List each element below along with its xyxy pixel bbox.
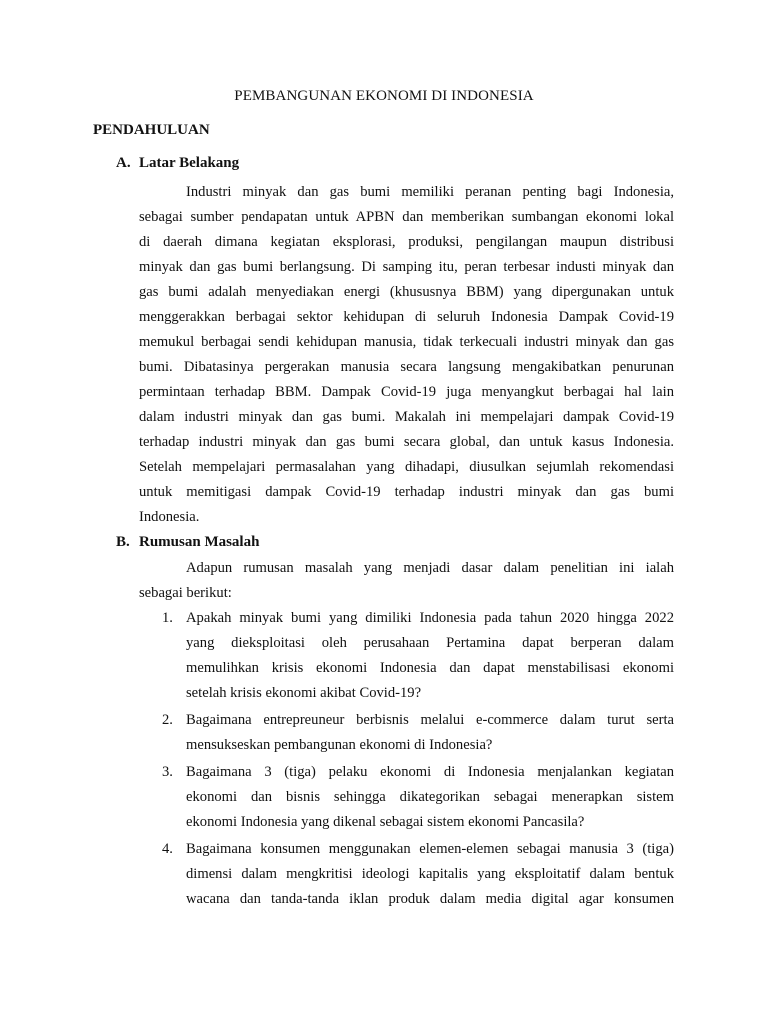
list-item-line: wacana dan tanda-tanda iklan produk dalam media digital agar konsumen	[186, 891, 674, 907]
list-item-line: mensukseskan pembangunan ekonomi di Indonesia?	[186, 737, 493, 753]
paragraph-line: sebagai berikut:	[139, 585, 232, 601]
list-item-number: 4.	[162, 841, 173, 857]
paragraph-line: sebagai sumber pendapatan untuk APBN dan memberikan sumbangan ekonomi lokal	[139, 209, 674, 225]
subsection-a-heading	[116, 155, 239, 172]
subsection-b-letter: B.	[116, 534, 130, 550]
list-item-line: Bagaimana 3 (tiga) pelaku ekonomi di Indonesia menjalankan kegiatan	[186, 764, 674, 780]
list-item-number: 2.	[162, 712, 173, 728]
paragraph-line: Industri minyak dan gas bumi memiliki peranan penting bagi Indonesia,	[186, 184, 674, 200]
section-heading: PENDAHULUAN	[93, 122, 210, 138]
subsection-b-title: Rumusan Masalah	[139, 534, 260, 550]
paragraph-line: Adapun rumusan masalah yang menjadi dasar dalam penelitian ini ialah	[186, 560, 674, 576]
list-item-line: ekonomi Indonesia yang dikenal sebagai sistem ekonomi Pancasila?	[186, 814, 585, 830]
list-item-line: setelah krisis ekonomi akibat Covid-19?	[186, 685, 422, 701]
subsection-a-letter: A.	[116, 155, 131, 171]
subsection-a-title: Latar Belakang	[139, 155, 240, 171]
paragraph-line: terhadap industri minyak dan gas bumi secara global, dan untuk kasus Indonesia.	[139, 434, 674, 450]
paragraph-line: Indonesia.	[139, 509, 200, 525]
list-item-line: dimensi dalam mengkritisi ideologi kapitalis yang eksploitatif dalam bentuk	[186, 866, 674, 882]
paragraph-line: menggerakkan berbagai sektor kehidupan di seluruh Indonesia Dampak Covid-19	[139, 309, 674, 325]
paragraph-line: memukul berbagai sendi kehidupan manusia, tidak terkecuali industri minyak dan gas	[139, 334, 674, 350]
paragraph-line: permintaan terhadap BBM. Dampak Covid-19 juga menyangkut berbagai hal lain	[139, 384, 674, 400]
list-item-line: memulihkan krisis ekonomi Indonesia dan dapat menstabilisasi ekonomi	[186, 660, 674, 676]
list-item-line: Bagaimana entrepreuneur berbisnis melalui e-commerce dalam turut serta	[186, 712, 674, 728]
list-item-number: 1.	[162, 610, 173, 626]
paragraph-line: minyak dan gas bumi berlangsung. Di samping itu, peran terbesar industi minyak dan	[139, 259, 674, 275]
paragraph-line: di daerah dimana kegiatan eksplorasi, produksi, pengilangan maupun distribusi	[139, 234, 674, 250]
list-item-number: 3.	[162, 764, 173, 780]
list-item-line: yang dieksploitasi oleh perusahaan Pertamina dapat berperan dalam	[186, 635, 674, 651]
list-item-line: ekonomi dan bisnis sehingga dikategorikan sebagai menerapkan sistem	[186, 789, 674, 805]
paragraph-line: dalam industri minyak dan gas bumi. Makalah ini mempelajari dampak Covid-19	[139, 409, 674, 425]
list-item-line: Bagaimana konsumen menggunakan elemen-elemen sebagai manusia 3 (tiga)	[186, 841, 674, 857]
paragraph-line: untuk memitigasi dampak Covid-19 terhadap industri minyak dan gas bumi	[139, 484, 674, 500]
paragraph-line: Setelah mempelajari permasalahan yang dihadapi, diusulkan sejumlah rekomendasi	[139, 459, 674, 475]
list-item-line: Apakah minyak bumi yang dimiliki Indonesia pada tahun 2020 hingga 2022	[186, 610, 674, 626]
document-title: PEMBANGUNAN EKONOMI DI INDONESIA	[234, 88, 534, 104]
paragraph-line: gas bumi adalah menyediakan energi (khususnya BBM) yang dipergunakan untuk	[139, 284, 674, 300]
paragraph-line: bumi. Dibatasinya pergerakan manusia secara langsung mengakibatkan penurunan	[139, 359, 674, 375]
subsection-b-heading	[116, 534, 259, 551]
